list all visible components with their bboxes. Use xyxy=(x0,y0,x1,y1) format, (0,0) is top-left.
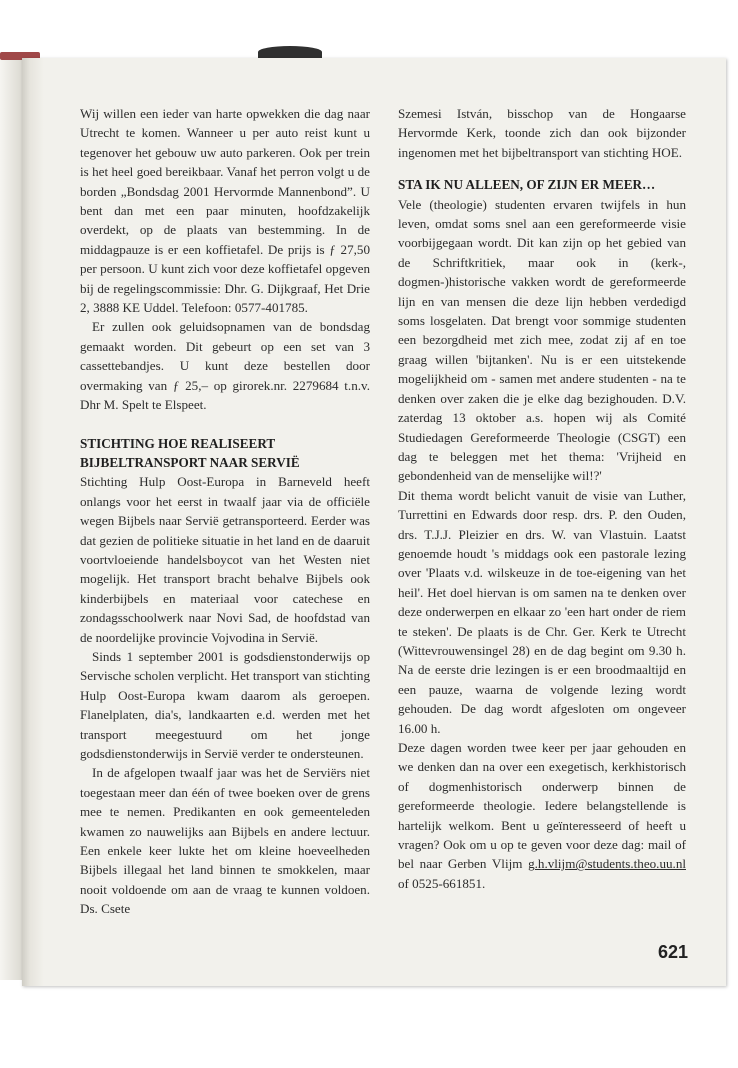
phone-text: of 0525-661851. xyxy=(398,875,486,891)
paragraph-alleen-3 xyxy=(398,738,686,893)
right-column xyxy=(398,104,686,893)
paragraph-intro: Wij willen een ieder van harte opwekken die dag naar Utrecht te komen. Wanneer u per auto reist kunt u tegenover het gebouw uw auto parkeren. Ook per trein is het heel goed bereikbaar. Vanaf het perron volgt u de borden „Bondsdag 2001 Hervormde Mannenbond”. U bent dan met een paar minuten, hoofdzakelijk overdekt, op de plaats van bestemming. In de middagpauze is er een koffietafel. De prijs is ƒ 27,50 per persoon. U kunt zich voor deze koffietafel opgeven bij de regelingscommissie: Dhr. G. Dijkgraaf, Het Drie 2, 3888 KE Uddel. Telefoon: 0577-401785. xyxy=(80,106,370,316)
email-link[interactable]: g.h.vlijm@students.theo.uu.nl xyxy=(528,856,686,872)
top-edge-shadow xyxy=(258,46,322,58)
page-number: 621 xyxy=(657,942,688,962)
paragraph-servie-2: Sinds 1 september 2001 is godsdienstonderwijs op Servische scholen verplicht. Het transport van stichting Hulp Oost-Europa kwam daarom als geroepen. Flanelplaten, dia's, landkaarten e.d. werden met het transport meegestuurd om het jonge godsdienstonderwijs in Servië verder te ondersteunen. xyxy=(80,648,370,761)
facing-page-edge xyxy=(0,60,22,980)
paragraph-servie-1: Stichting Hulp Oost-Europa in Barneveld heeft onlangs voor het eerst in twaalf jaar via de officiële wegen Bijbels naar Servië getransporteerd. Eerder was dat gezien de politieke situatie in het land en de daaruit voortvloeiende handelsboycot van het Westen niet mogelijk. Het transport bracht behalve Bijbels ook kinderbijbels en materiaal voor catechese en zondagsschoolwerk naar Novi Sad, de hoofdstad van de noordelijke provincie Vojvodina in Servië. xyxy=(80,474,370,645)
left-column xyxy=(80,104,370,919)
paragraph-alleen-3-text: Deze dagen worden twee keer per jaar gehouden en we denken dan na over een exegetisch, kerkhistorisch of dogmenhistorisch onderwerp binnen de gereformeerde theologie. Iedere belangstellende is hartelijk welkom. Bent u geïnteresseerd of heeft u vragen? Ook om u op te geven voor deze dag: mail of bel naar Gerben Vlijm xyxy=(398,740,686,872)
paragraph-continuation: Szemesi István, bisschop van de Hongaarse Hervormde Kerk, toonde zich dan ook bijzonder ingenomen met het bijbeltransport van stichting HOE. xyxy=(398,106,686,160)
paragraph-recordings: Er zullen ook geluidsopnamen van de bondsdag gemaakt worden. Dit gebeurt op een set van 3 cassettebandjes. U kunt deze bestellen door overmaking van ƒ 25,– op girorek.nr. 2279684 t.n.v. Dhr M. Spelt te Elspeet. xyxy=(80,319,370,413)
paragraph-alleen-1: Vele (theologie) studenten ervaren twijfels in hun leven, omdat soms snel aan een gereformeerde visie voorbijgegaan wordt. Dit kan zijn op het gebied van de Schriftkritiek, maar ook in (kerk-, dogmen-)historische vakken wordt de gereformeerde lijn en van mensen die deze lijn hebben verdedigd soms losgelaten. Dat brengt voor sommige studenten een bezorgdheid met zich mee, zodat zij af en toe graag willen 'bijtanken'. Nu is er een uitstekende mogelijkheid om - samen met andere studenten - na te denken over zaken die je elke dag bezighouden. D.V. zaterdag 13 oktober a.s. hopen wij als Comité Studiedagen Gereformeerde Theologie (CSGT) een dag te beleggen met het thema: 'Vrijheid en gebondenheid van de menselijke wil!?' xyxy=(398,196,686,484)
paragraph-servie-3: In de afgelopen twaalf jaar was het de Serviërs niet toegestaan meer dan één of twee boeken over de grens mee te nemen. Predikanten en ook gemeenteleden kwamen zo nauwelijks aan Bijbels en andere lectuur. Een enkele keer lukte het om kleine hoeveelheden Bijbels illegaal het land binnen te smokkelen, maar nooit voldoende om aan de vraag te kunnen voldoen. Ds. Csete xyxy=(80,765,370,917)
page-gutter xyxy=(22,58,44,986)
paragraph-alleen-2: Dit thema wordt belicht vanuit de visie van Luther, Turrettini en Edwards door resp. drs. P. den Ouden, drs. T.J.J. Pleizier en drs. W. van Vlastuin. Laatst genoemde houdt 's middags ook een pastorale lezing over 'Plaats v.d. wilskeuze in de toe-eigening van het heil'. Het doel hiervan is om samen na te denken over deze onderwerpen en elkaar zo 'een hart onder de riem te steken'. De plaats is de Chr. Ger. Kerk te Utrecht (Wittevrouwensingel 28) en de dag begint om 9.30 h. Na de eerste drie lezingen is er een broodmaaltijd en een pauze, waarna de volgende lezing wordt gehouden. De dag wordt afgesloten om ongeveer 16.00 h. xyxy=(398,487,686,736)
heading-servie: STICHTING HOE REALISEERT BIJBELTRANSPORT NAAR SERVIË xyxy=(80,435,300,470)
heading-alleen: STA IK NU ALLEEN, OF ZIJN ER MEER… xyxy=(398,177,656,193)
